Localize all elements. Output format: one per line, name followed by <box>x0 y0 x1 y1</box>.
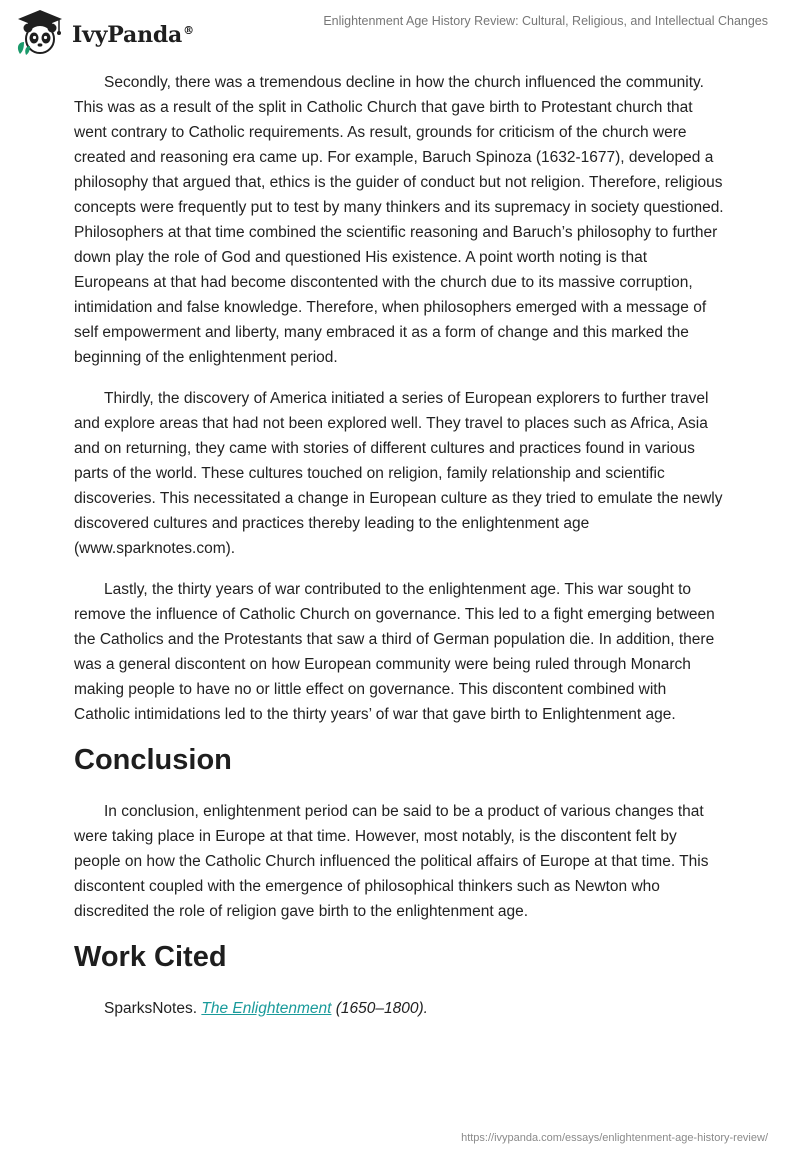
panda-logo-icon <box>14 8 66 58</box>
body-paragraph-1: Secondly, there was a tremendous decline in how the church influenced the community. This was as a result of the split in Catholic Church that gave birth to Protestant church that went contrary to Catholic requirements. As result, grounds for criticism of the church were created and reasoning era came up. For example, Baruch Spinoza (1632-1677), developed a philosophy that argued that, ethics is the guider of conduct but not religion. Therefore, religious concepts were frequently put to test by many thinkers and its supremacy in society questioned. Philosophers at that time combined the scientific reasoning and Baruch’s philosophy to further down play the role of God and questioned His existence. A point worth noting is that Europeans at that had become discontented with the church due to its massive corruption, intimidation and false knowledge. Therefore, when philosophers emerged with a message of self empowerment and liberty, many embraced it as a form of change and this marked the beginning of the enlightenment period. <box>74 74 724 366</box>
brand-logo[interactable] <box>14 8 194 58</box>
essay-body <box>74 70 726 1021</box>
conclusion-paragraph: In conclusion, enlightenment period can be said to be a product of various changes that were taking place in Europe at that time. However, most notably, is the discontent felt by people on how the Catholic Church influenced the political affairs of Europe at that time. This discontent coupled with the emergence of philosophical thinkers such as Newton who discredited the role of religion gave birth to the enlightenment age. <box>74 803 709 920</box>
body-paragraph-2: Thirdly, the discovery of America initiated a series of European explorers to further travel and explore areas that had not been explored well. They travel to places such as Africa, Asia and on returning, they came with stories of different cultures and practices found in various parts of the world. These cultures touched on religion, family relationship and scientific discoveries. This necessitated a change in European culture as they tried to emulate the newly discovered cultures and practices thereby leading to the enlightenment age (www.sparknotes.com). <box>74 390 723 557</box>
brand-registered-mark: ® <box>183 23 194 37</box>
citation-author: SparksNotes. <box>104 1000 202 1017</box>
page-header <box>0 0 800 64</box>
body-paragraph-3: Lastly, the thirty years of war contributed to the enlightenment age. This war sought to remove the influence of Catholic Church on governance. This led to a fight emerging between the Catholics and the Protestants that saw a third of German population die. In addition, there was a general discontent on how European community were being ruled through Monarch making people to have no or little effect on governance. This discontent combined with Catholic intimidations led to the thirty years’ of war that gave birth to Enlightenment age. <box>74 581 715 723</box>
works-cited-heading: Work Cited <box>74 941 227 973</box>
citation-date: (1650–1800). <box>331 1000 428 1017</box>
conclusion-heading: Conclusion <box>74 744 232 776</box>
citation-entry <box>74 996 726 1021</box>
footer-url[interactable]: https://ivypanda.com/essays/enlightenment-age-history-review/ <box>461 1132 768 1144</box>
document-title: Enlightenment Age History Review: Cultural, Religious, and Intellectual Changes <box>323 14 768 28</box>
brand-name: IvyPanda® <box>72 22 194 48</box>
citation-link[interactable]: The Enlightenment <box>201 1000 332 1017</box>
